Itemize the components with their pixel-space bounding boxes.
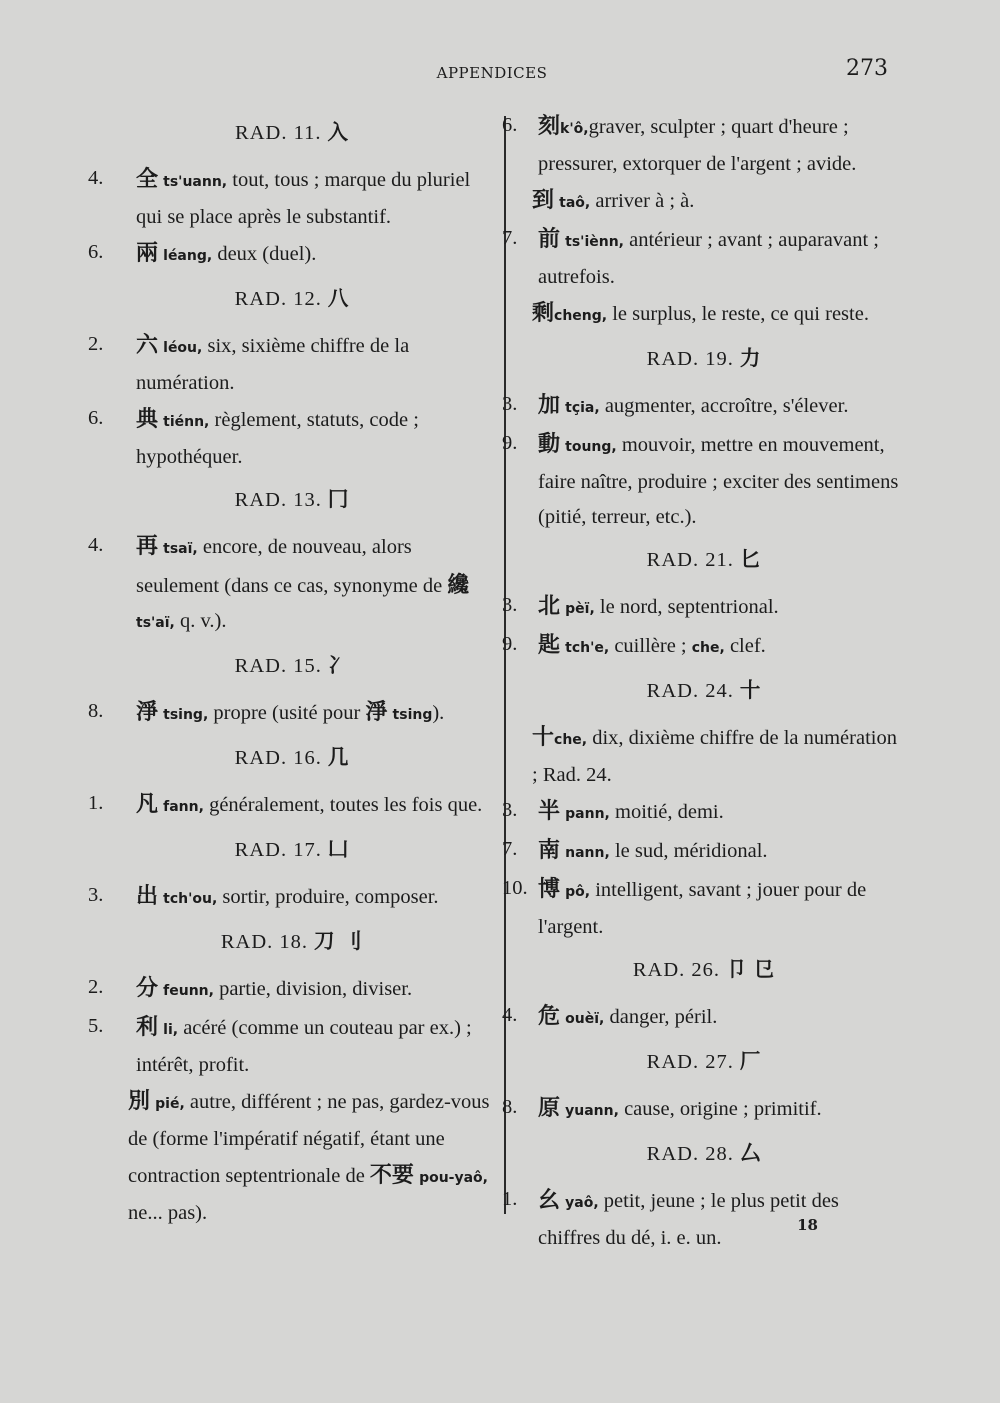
radical-label: RAD. 18. — [220, 931, 309, 953]
chinese-char: 動 — [538, 431, 561, 456]
romanization: che, — [691, 640, 725, 656]
radical-heading — [502, 1137, 906, 1172]
definition: arriver à ; à. — [590, 190, 695, 212]
dictionary-entry — [88, 1083, 496, 1231]
romanization: tsing — [392, 707, 433, 723]
definition: tout, tous ; marque du pluriel qui se place après le substantif. — [136, 169, 471, 228]
radical-char: 十 — [739, 680, 762, 702]
romanization: yuann, — [565, 1103, 619, 1119]
romanization: pèï, — [565, 601, 595, 617]
definition: ). — [432, 702, 445, 724]
radical-heading — [88, 483, 496, 518]
stroke-count: 3. — [502, 799, 518, 821]
dictionary-entry — [88, 528, 496, 641]
radical-char: 冂 — [327, 489, 350, 511]
radical-heading — [502, 674, 906, 709]
chinese-char: 別 — [128, 1088, 151, 1113]
definition: clef. — [724, 635, 766, 657]
chinese-char: 利 — [136, 1014, 159, 1039]
definition: acéré (comme un couteau par ex.) ; intérêt, profit. — [136, 1017, 472, 1076]
definition: le surplus, le reste, ce qui reste. — [607, 303, 869, 325]
dictionary-entry — [502, 832, 906, 871]
definition: intelligent, savant ; jouer pour de l'argent. — [538, 879, 867, 938]
chinese-char: 典 — [136, 406, 159, 431]
definition: propre (usité pour — [208, 702, 366, 724]
stroke-count: 1. — [502, 1188, 518, 1210]
dictionary-entry — [502, 295, 906, 334]
dictionary-entry — [502, 221, 906, 295]
definition: deux (duel). — [212, 243, 317, 265]
dictionary-entry — [88, 401, 496, 475]
radical-label: RAD. 19. — [646, 348, 734, 370]
radical-label: RAD. 11. — [235, 122, 322, 144]
radical-char: 卩 㔾 — [726, 959, 776, 981]
radical-heading — [502, 342, 906, 377]
chinese-char: 半 — [538, 798, 561, 823]
chinese-char: 淨 — [365, 699, 388, 724]
stroke-count: 6. — [88, 407, 104, 429]
romanization: ts'aï, — [136, 615, 175, 631]
chinese-char: 十 — [532, 724, 555, 749]
chinese-char: 匙 — [538, 632, 561, 657]
dictionary-entry — [502, 588, 906, 627]
romanization: cheng, — [554, 308, 608, 324]
chinese-char: 全 — [136, 166, 159, 191]
romanization: léang, — [163, 248, 213, 264]
radical-heading — [502, 1045, 906, 1080]
romanization: toung, — [565, 439, 617, 455]
chinese-char: 再 — [136, 533, 159, 558]
definition: moitié, demi. — [609, 801, 724, 823]
radical-label: RAD. 27. — [646, 1051, 734, 1073]
stroke-count: 1. — [88, 792, 104, 814]
romanization: yaô, — [565, 1195, 599, 1211]
dictionary-entry — [502, 998, 906, 1037]
running-title-text: APPENDICES — [436, 64, 548, 82]
chinese-char: 分 — [136, 975, 159, 1000]
romanization: tçia, — [565, 400, 600, 416]
radical-heading — [88, 833, 496, 868]
stroke-count: 9. — [502, 432, 518, 454]
romanization: tsaï, — [163, 541, 198, 557]
stroke-count: 3. — [502, 393, 518, 415]
radical-char: 匕 — [739, 549, 762, 571]
dictionary-entry — [502, 387, 906, 426]
radical-char: 几 — [327, 747, 350, 769]
romanization: pié, — [155, 1096, 185, 1112]
romanization: tch'e, — [565, 640, 610, 656]
radical-label: RAD. 28. — [646, 1143, 734, 1165]
romanization: ts'uann, — [163, 174, 228, 190]
romanization: pou-yaô, — [419, 1170, 488, 1186]
chinese-char: 危 — [538, 1003, 561, 1028]
romanization: li, — [163, 1022, 179, 1038]
dictionary-entry — [502, 871, 906, 945]
chinese-char: 六 — [136, 332, 159, 357]
romanization: tsing, — [163, 707, 209, 723]
dictionary-entry — [88, 786, 496, 825]
romanization: ouèï, — [565, 1011, 605, 1027]
chinese-char: 前 — [538, 226, 561, 251]
chinese-char: 北 — [538, 593, 561, 618]
romanization: léou, — [163, 340, 203, 356]
chinese-char: 纔 — [447, 572, 470, 597]
stroke-count: 7. — [502, 838, 518, 860]
radical-char: 凵 — [327, 839, 350, 861]
radical-label: RAD. 16. — [234, 747, 322, 769]
definition: antérieur ; avant ; auparavant ; autrefois. — [538, 229, 879, 288]
dictionary-entry — [88, 694, 496, 733]
radical-label: RAD. 21. — [646, 549, 734, 571]
dictionary-entry — [88, 1009, 496, 1083]
dictionary-entry — [502, 627, 906, 666]
stroke-count: 4. — [502, 1004, 518, 1026]
romanization: k'ô, — [560, 121, 589, 137]
radical-char: 力 — [739, 348, 762, 370]
chinese-char: 幺 — [538, 1187, 561, 1212]
definition: danger, péril. — [604, 1006, 718, 1028]
signature-mark: 18 — [797, 1216, 818, 1234]
romanization: tch'ou, — [163, 891, 218, 907]
left-column — [88, 108, 496, 1231]
stroke-count: 2. — [88, 333, 104, 355]
chinese-char: 博 — [538, 876, 561, 901]
dictionary-entry — [502, 182, 906, 221]
stroke-count: 8. — [88, 700, 104, 722]
chinese-char: 兩 — [136, 240, 159, 265]
chinese-char: 加 — [538, 392, 561, 417]
definition: graver, sculpter ; quart d'heure ; pressurer, extorquer de l'argent ; avide. — [538, 116, 857, 175]
dictionary-entry — [502, 793, 906, 832]
dictionary-entry — [502, 108, 906, 182]
stroke-count: 6. — [88, 241, 104, 263]
radical-char: 冫 — [327, 655, 350, 677]
dictionary-entry — [88, 161, 496, 235]
radical-char: 入 — [327, 122, 349, 144]
radical-char: 厶 — [739, 1143, 762, 1165]
definition: six, sixième chiffre de la numération. — [136, 335, 410, 394]
definition: q. v.). — [174, 610, 227, 632]
radical-label: RAD. 12. — [234, 288, 322, 310]
radical-label: RAD. 26. — [632, 959, 721, 981]
radical-heading — [88, 282, 496, 317]
stroke-count: 6. — [502, 114, 518, 136]
radical-char: 刀 刂 — [314, 931, 364, 953]
definition: ne... pas). — [128, 1202, 208, 1224]
definition: encore, de nouveau, alors seulement (dans ce cas, synonyme de — [136, 536, 448, 597]
definition: règlement, statuts, code ; hypothéquer. — [136, 409, 419, 468]
definition: autre, différent ; ne pas, gardez-vous de (forme l'impératif négatif, étant une contraction septentrionale de — [128, 1091, 490, 1187]
page-number: 273 — [846, 56, 888, 81]
stroke-count: 5. — [88, 1015, 104, 1037]
romanization: taô, — [559, 195, 591, 211]
radical-heading — [88, 741, 496, 776]
radical-char: 八 — [327, 288, 350, 310]
dictionary-entry — [502, 1090, 906, 1129]
chinese-char: 刻 — [538, 113, 561, 138]
romanization: fann, — [163, 799, 204, 815]
dictionary-entry — [502, 719, 906, 793]
dictionary-entry — [502, 1182, 906, 1256]
radical-label: RAD. 17. — [234, 839, 322, 861]
stroke-count: 3. — [502, 594, 518, 616]
stroke-count: 7. — [502, 227, 518, 249]
dictionary-entry — [88, 878, 496, 917]
dictionary-entry — [88, 235, 496, 274]
definition: le nord, septentrional. — [594, 596, 779, 618]
stroke-count: 10. — [502, 877, 528, 899]
romanization: nann, — [565, 845, 610, 861]
stroke-count: 4. — [88, 167, 104, 189]
radical-heading — [88, 925, 496, 960]
definition: augmenter, accroître, s'élever. — [599, 395, 849, 417]
romanization: pô, — [565, 884, 591, 900]
radical-heading — [88, 649, 496, 684]
radical-heading — [88, 116, 496, 151]
romanization: feunn, — [163, 983, 214, 999]
chinese-char: 南 — [538, 837, 561, 862]
radical-label: RAD. 24. — [646, 680, 734, 702]
right-column — [502, 108, 906, 1256]
definition: le sud, méridional. — [609, 840, 768, 862]
romanization: ts'iènn, — [565, 234, 624, 250]
chinese-char: 剩 — [532, 300, 555, 325]
definition: cause, origine ; primitif. — [618, 1098, 822, 1120]
radical-char: 厂 — [739, 1051, 762, 1073]
definition: cuillère ; — [609, 635, 692, 657]
stroke-count: 3. — [88, 884, 104, 906]
definition: petit, jeune ; le plus petit des chiffres du dé, i. e. un. — [538, 1190, 839, 1249]
dictionary-entry — [502, 426, 906, 535]
radical-heading — [502, 953, 906, 988]
definition: mouvoir, mettre en mouvement, faire naître, produire ; exciter des sentimens (pitié, terreur, etc.). — [538, 434, 899, 528]
romanization: tiénn, — [163, 414, 210, 430]
romanization: pann, — [565, 806, 610, 822]
chinese-char: 出 — [136, 883, 159, 908]
stroke-count: 8. — [502, 1096, 518, 1118]
radical-label: RAD. 13. — [234, 489, 322, 511]
chinese-char: 凡 — [136, 791, 159, 816]
stroke-count: 9. — [502, 633, 518, 655]
dictionary-entry — [88, 327, 496, 401]
stroke-count: 2. — [88, 976, 104, 998]
radical-label: RAD. 15. — [234, 655, 322, 677]
chinese-char: 到 — [532, 187, 555, 212]
stroke-count: 4. — [88, 534, 104, 556]
radical-heading — [502, 543, 906, 578]
definition: dix, dixième chiffre de la numération ; Rad. 24. — [532, 727, 897, 786]
definition: généralement, toutes les fois que. — [203, 794, 483, 816]
chinese-char: 淨 — [136, 699, 159, 724]
definition: partie, division, diviser. — [213, 978, 413, 1000]
chinese-char: 原 — [538, 1095, 561, 1120]
dictionary-entry — [88, 970, 496, 1009]
chinese-char: 不要 — [369, 1162, 414, 1187]
romanization: che, — [554, 732, 588, 748]
definition: sortir, produire, composer. — [217, 886, 439, 908]
